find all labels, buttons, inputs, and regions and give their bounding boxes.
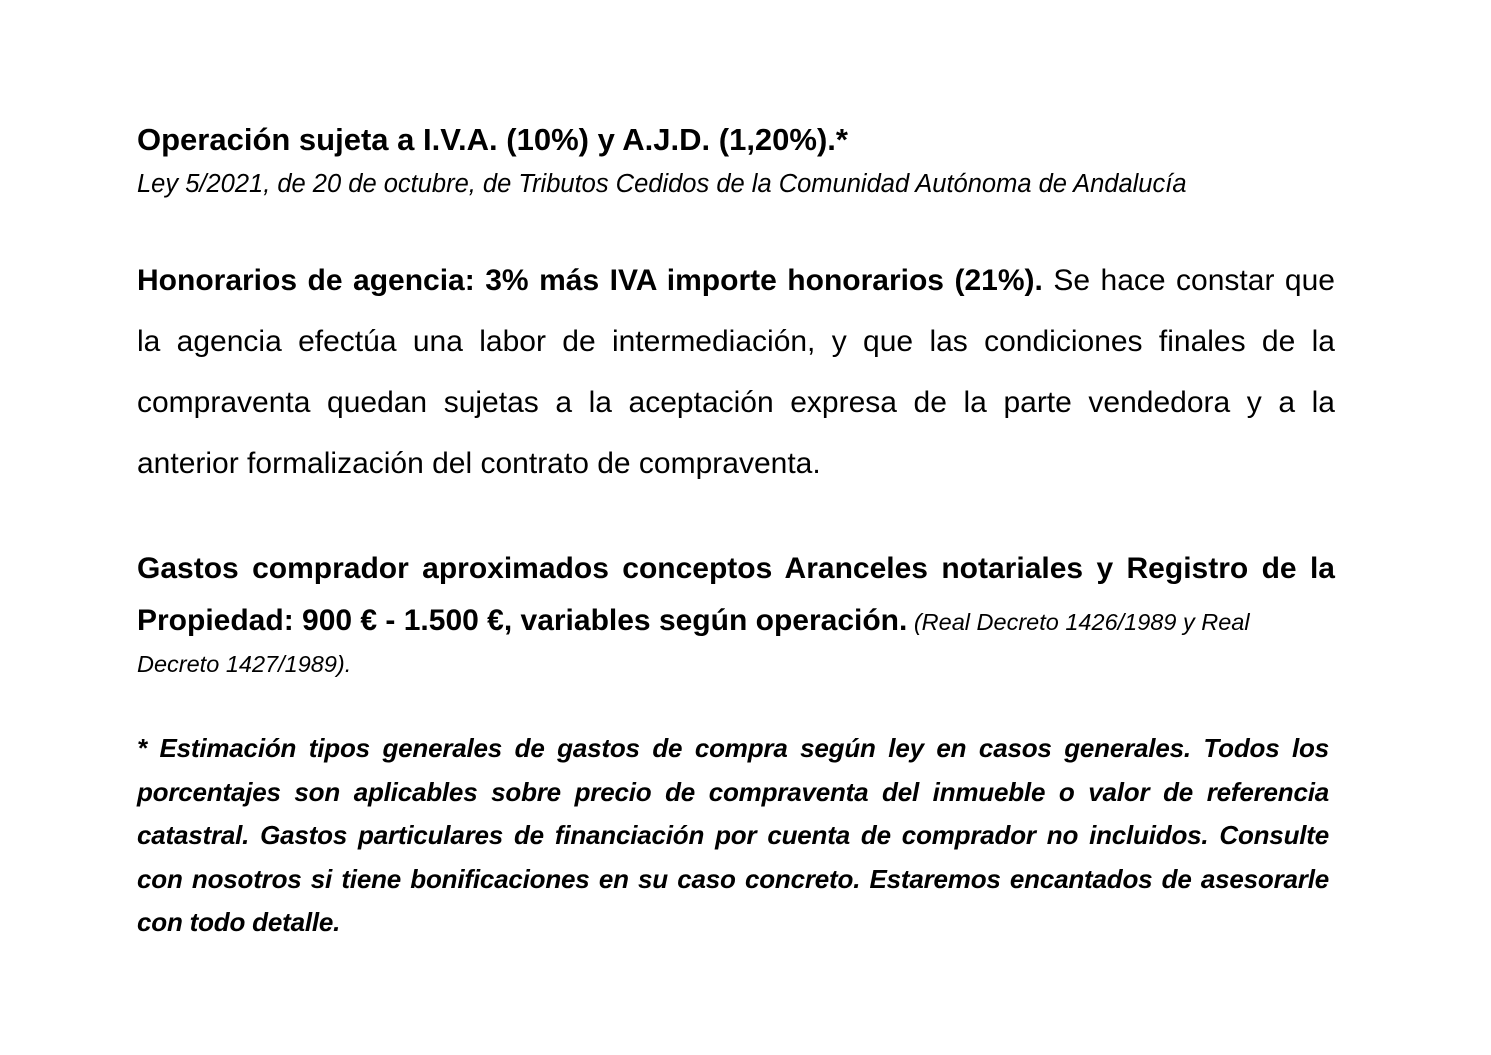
agency-fees-heading: Honorarios de agencia: 3% más IVA importe honorarios (21%). [137,264,1043,297]
buyer-costs-paragraph [137,543,1335,684]
footnote: * Estimación tipos generales de gastos de compra según ley en casos generales. Todos los porcentajes son aplicables sobre precio de compraventa del inmueble o valor de referencia catastral. Gastos particulares de financiación por cuenta de comprador no incluidos. Consulte con nosotros si tiene bonificaciones en su caso concreto. Estaremos encantados de asesorarle con todo detalle. [137,733,1329,937]
buyer-costs-reference-continued: Decreto 1427/1989). [137,651,352,677]
agency-fees-body: Se hace constar que la agencia efectúa una labor de intermediación, y que las condiciones finales de la compraventa quedan sujetas a la aceptación expresa de la parte vendedora y a la anterior formalización del contrato de compraventa. [137,264,1335,480]
buyer-costs-heading: Gastos comprador aproximados conceptos Aranceles notariales y Registro de la Propiedad: 900 € - 1.500 €, variables según operación. [137,552,1335,637]
page-title: Operación sujeta a I.V.A. (10%) y A.J.D. (1,20%).* [137,122,848,157]
agency-fees-paragraph [137,250,1335,494]
buyer-costs-reference: (Real Decreto 1426/1989 y Real [907,609,1250,635]
law-reference: Ley 5/2021, de 20 de octubre, de Tributos Cedidos de la Comunidad Autónoma de Andalucía [137,170,1187,198]
